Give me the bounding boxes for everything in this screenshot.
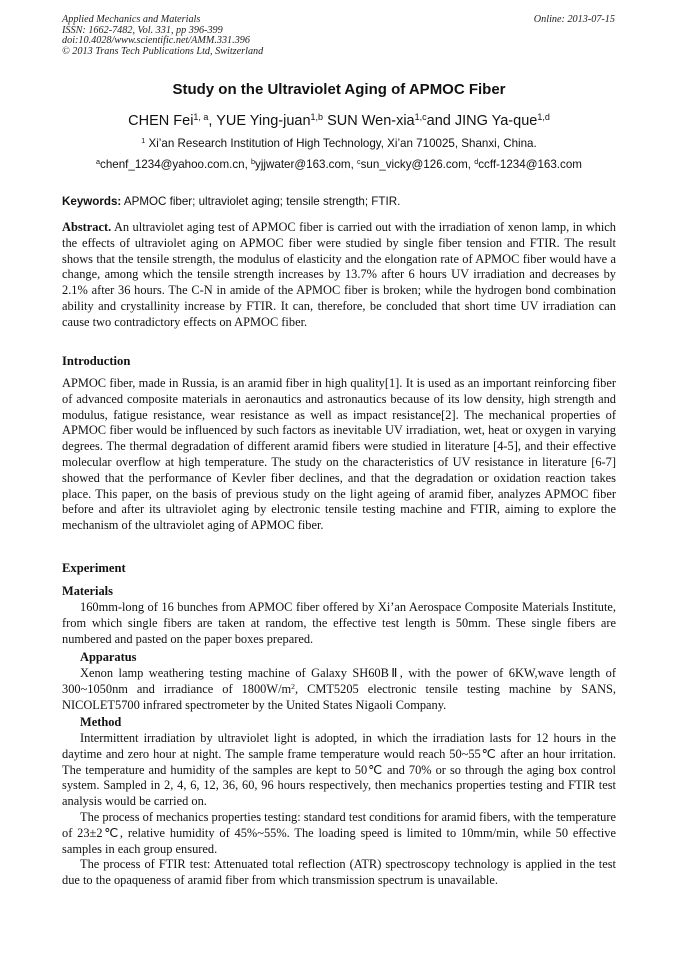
author-affil-mark: 1, a (193, 112, 209, 123)
keywords-text: APMOC fiber; ultraviolet aging; tensile strength; FTIR. (121, 195, 401, 208)
journal-header (62, 15, 263, 57)
materials-text: 160mm-long of 16 bunches from APMOC fiber offered by Xi’an Aerospace Composite Materials Institute, from which single fibers are taken at random, the effective test length is 50mm. These single fibers are numbered and pasted on the paper boxes prepared. (62, 600, 616, 646)
method-paragraph: The process of mechanics properties testing: standard test conditions for aramid fibers, with the temperature of 23±2℃, relative humidity of 45%~55%. The loading speed is limited to 10mm/min, while 50 effective samples in each group ensured. (62, 809, 616, 856)
section-heading-introduction: Introduction (62, 354, 131, 368)
email-mark: b (251, 157, 256, 167)
affiliation (62, 137, 616, 150)
author-affil-mark: 1,c (414, 112, 427, 123)
email-address[interactable]: sun_vicky@126.com, (360, 158, 475, 171)
email-address[interactable]: ccff-1234@163.com (478, 158, 582, 171)
apparatus-text (62, 666, 616, 713)
email-address[interactable]: chenf_1234@yahoo.com.cn, (100, 158, 252, 171)
subsection-heading-method: Method (80, 715, 122, 729)
method-text (62, 731, 616, 889)
abstract (62, 220, 616, 331)
abstract-label: Abstract. (62, 220, 112, 234)
affiliation-text: Xi’an Research Institution of High Technology, Xi’an 710025, Shanxi, China. (145, 137, 537, 150)
email-mark: d (474, 157, 479, 167)
author-name: CHEN Fei (128, 113, 194, 129)
method-paragraph: Intermittent irradiation by ultraviolet light is adopted, in which the irradiation lasts for 12 hours in the daytime and zero hour at night. The sample frame temperature would reach 50~55℃ after an hour irritation. The temperature and humidity of the samples are kept to 50℃ and 70% or so through the aging box control system. Sampled in 2, 4, 6, 12, 36, 60, 96 hours respectively, then mechanics properties testing and FTIR test analysis would be carried on. (62, 731, 616, 809)
email-address[interactable]: yjjwater@163.com, (255, 158, 358, 171)
method-paragraph: The process of FTIR test: Attenuated total reflection (ATR) spectroscopy technology is applied in the test due to the opaqueness of aramid fiber from which transmission spectrum is unavailable. (62, 857, 616, 888)
subsection-heading-materials: Materials (62, 584, 113, 598)
keywords (62, 195, 400, 208)
keywords-label: Keywords: (62, 195, 122, 208)
affiliation-mark: 1 (141, 136, 146, 146)
issn-line: ISSN: 1662-7482, Vol. 331, pp 396-399 (62, 24, 223, 36)
unit-superscript: 2 (291, 681, 295, 691)
subsection-heading-apparatus: Apparatus (80, 650, 137, 664)
author-separator: , (208, 113, 217, 129)
author-name: SUN Wen-xia (327, 113, 415, 129)
doi-line: doi:10.4028/www.scientific.net/AMM.331.396 (62, 35, 250, 47)
journal-name: Applied Mechanics and Materials (62, 14, 201, 25)
introduction-text: APMOC fiber, made in Russia, is an aramid fiber in high quality[1]. It is used as an important reinforcing fiber of advanced composite materials in aeronautics and astronautics because of its low density, high strength and modulus, fatigue resistance, wear resistance as well as impact resistance[2]. The mechanical properties of APMOC fiber would be influenced by such factors as inevitable UV irradiation, wet, heat or oxygen in varying degrees. The thermal degradation of different aramid fibers were studied in literature [4-5], and their effective molecular overflow at high temperature. The study on the characteristics of UV resistance in literature [6-7] showed that the performance of Kevler fiber declines, and that the degradation or oxidation reaction takes place. This paper, on the basis of previous study on the light ageing of aramid fiber, analyzes APMOC fiber before and after its ultraviolet aging by electronic tensile testing machine and FTIR, aiming to explore the mechanism of the ultraviolet aging of APMOC fiber. (62, 376, 616, 533)
author-name: and JING Ya-que (426, 113, 538, 129)
author-affil-mark: 1,d (537, 112, 550, 123)
apparatus-text-part: , CMT5205 electronic tensile testing machine by SANS, NICOLET5700 infrared spectrometer by the United States Nigaoli Company. (62, 681, 616, 712)
online-date: Online: 2013-07-15 (533, 14, 615, 25)
section-heading-experiment: Experiment (62, 561, 126, 575)
abstract-text: An ultraviolet aging test of APMOC fiber is carried out with the irradiation of xenon lamp, in which the effects of ultraviolet aging on APMOC fiber were studied by single fiber tension and FTIR. The result shows that the tensile strength, the modulus of elasticity and the elongation rate of APMOC fiber would have a change, among which the tensile strength increases by 13.7% after 6 hours UV irradiation and decreases by 2.1% after 36 hours. The C-N in amide of the APMOC fiber is broken; while the hydrogen bond combination ability and crystallinity increase by FTIR. It can, therefore, be concluded that short time UV irradiation can cause two contradictory effects on APMOC fiber. (62, 220, 616, 329)
apparatus-text-part: Xenon lamp weathering testing machine of Galaxy SH60BⅡ, with the power of 6KW,wave length of 300~1050nm and irradiance of 1800W/m (62, 666, 616, 696)
email-mark: a (96, 157, 101, 167)
author-affil-mark: 1,b (310, 112, 324, 123)
author-name: YUE Ying-juan (216, 113, 311, 129)
email-mark: c (357, 157, 361, 167)
author-list (62, 113, 616, 129)
copyright-line: © 2013 Trans Tech Publications Ltd, Switzerland (62, 45, 264, 57)
paper-title: Study on the Ultraviolet Aging of APMOC Fiber (172, 81, 506, 98)
email-list (62, 158, 616, 171)
